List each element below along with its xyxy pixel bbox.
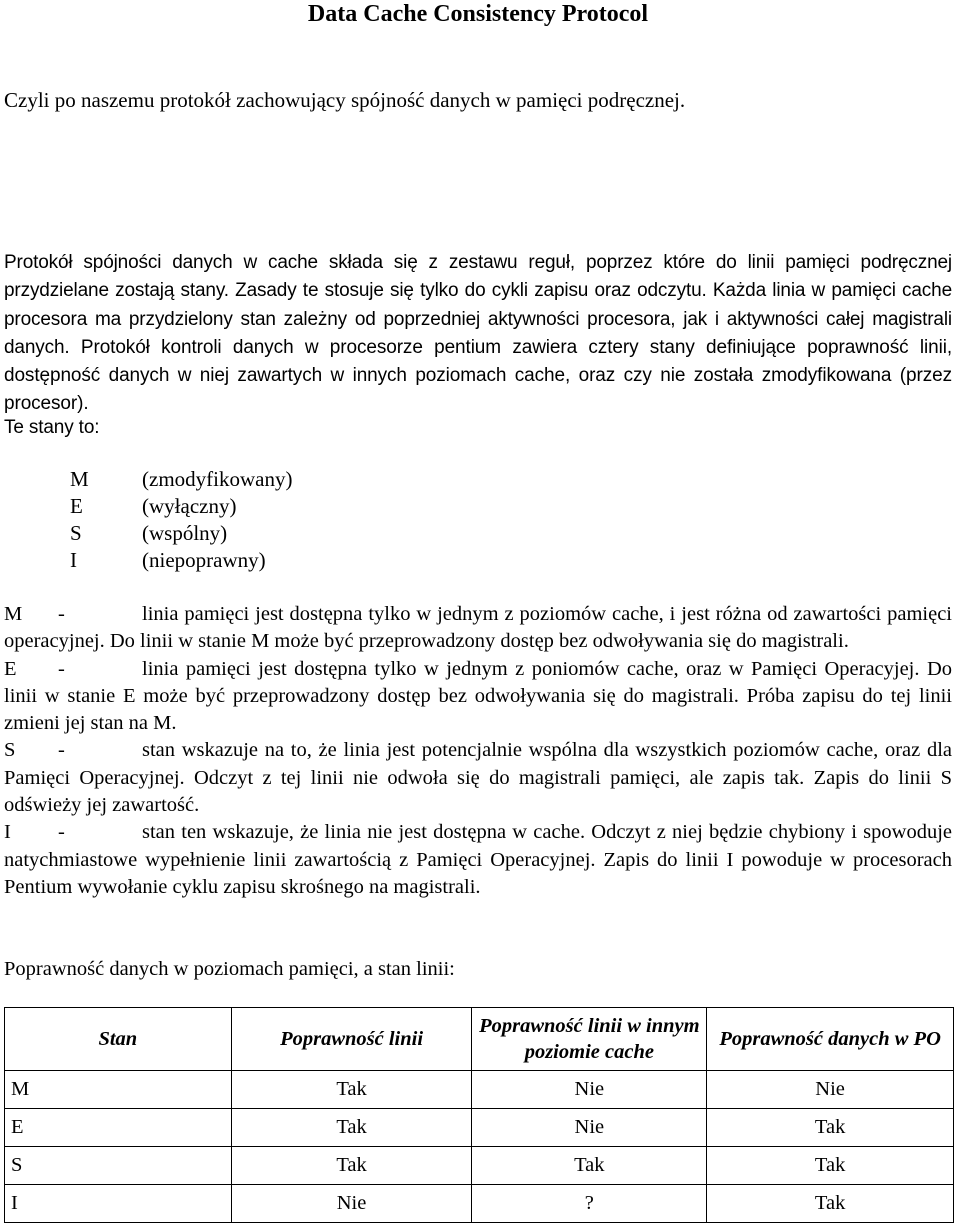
definition-dash: -	[58, 739, 65, 762]
states-intro: Te stany to:	[4, 417, 100, 438]
table-cell: Tak	[707, 1185, 954, 1223]
state-letter: M	[70, 467, 89, 491]
definition-text: linia pamięci jest dostępna tylko w jednym z poziomów cache, i jest różna od zawartości pamięci operacyjnej. Do linii w stanie M może być przeprowadzony dostęp bez odwoływania się do magistrali.	[4, 603, 952, 653]
definition-text: linia pamięci jest dostępna tylko w jednym z poniomów cache, oraz w Pamięci Operacyjej. Do linii w stanie E może być przeprowadzony dostęp bez odwoływania się do magistrali. Próba zapisu do tej linii zmieni jej stan na M.	[4, 657, 952, 735]
table-cell: Tak	[707, 1109, 954, 1147]
table-cell: Tak	[707, 1147, 954, 1185]
table-cell: Nie	[472, 1109, 707, 1147]
definition-s	[4, 737, 952, 819]
column-header: Poprawność linii	[231, 1008, 472, 1071]
intro-text: Czyli po naszemu protokół zachowujący spójność danych w pamięci podręcznej.	[4, 88, 686, 112]
state-validity-table	[4, 1007, 954, 1223]
state-description: (zmodyfikowany)	[142, 467, 293, 491]
definition-letter: S	[4, 739, 16, 762]
table-row	[5, 1147, 954, 1185]
table-cell: Tak	[231, 1147, 472, 1185]
table-cell: Nie	[231, 1185, 472, 1223]
table-row	[5, 1185, 954, 1223]
table-cell: S	[5, 1147, 232, 1185]
state-letter: E	[70, 494, 83, 518]
table-cell: Tak	[472, 1147, 707, 1185]
definition-dash: -	[58, 657, 65, 680]
table-cell: M	[5, 1071, 232, 1109]
table-intro: Poprawność danych w poziomach pamięci, a stan linii:	[4, 958, 455, 980]
state-letter: S	[70, 521, 82, 545]
table-cell: Nie	[707, 1071, 954, 1109]
definition-dash: -	[58, 603, 65, 625]
definition-e	[4, 656, 952, 738]
state-letter: I	[70, 548, 77, 572]
table-header-row	[5, 1008, 954, 1071]
table-cell: Tak	[231, 1071, 472, 1109]
main-paragraph	[4, 248, 952, 418]
table-row	[5, 1071, 954, 1109]
definition-i	[4, 819, 952, 901]
column-header: Stan	[5, 1008, 232, 1071]
state-description: (niepoprawny)	[142, 548, 266, 572]
state-description: (wspólny)	[142, 521, 228, 545]
column-header: Poprawność linii w innym poziomie cache	[472, 1008, 707, 1071]
table-cell: Nie	[472, 1071, 707, 1109]
definition-letter: M	[4, 603, 23, 625]
state-definitions	[4, 601, 952, 901]
paragraph-serif-part: Protokół kontroli danych w procesorze pentium zawiera cztery stany definiujące poprawność linii, dostępność danych w niej zawartych w innych poziomach cache, oraz czy nie została zmodyfikowana (przez procesor).	[4, 336, 952, 415]
definition-letter: I	[4, 821, 11, 844]
table-row	[5, 1109, 954, 1147]
paragraph-narrow-part: Protokół spójności danych w cache składa się z zestawu reguł, poprzez które do linii pamięci podręcznej przydzielane zostają stany. Zasady te stosuje się tylko do cykli zapisu oraz odczytu. Każda linia w pamięci cache procesora ma przydzielony stan zależny od poprzedniej aktywności procesora, jak i aktywności całej magistrali danych.	[4, 252, 952, 358]
table-cell: I	[5, 1185, 232, 1223]
state-description: (wyłączny)	[142, 494, 237, 518]
table-cell: ?	[472, 1185, 707, 1223]
table-cell: E	[5, 1109, 232, 1147]
table-cell: Tak	[231, 1109, 472, 1147]
definition-m	[4, 601, 952, 656]
definition-letter: E	[4, 657, 17, 680]
page-title: Data Cache Consistency Protocol	[307, 1, 649, 27]
definition-text: stan ten wskazuje, że linia nie jest dostępna w cache. Odczyt z niej będzie chybiony i spowoduje natychmiastowe wypełnienie linii zawartością z Pamięci Operacyjnej. Zapis do linii I powoduje w procesorach Pentium wywołanie cyklu zapisu skrośnego na magistrali.	[4, 821, 952, 898]
definition-dash: -	[58, 821, 65, 844]
definition-text: stan wskazuje na to, że linia jest potencjalnie wspólna dla wszystkich poziomów cache, oraz dla Pamięci Operacyjnej. Odczyt z tej linii nie odwoła się do magistrali pamięci, ale zapis tak. Zapis do linii S odświeży jej zawartość.	[4, 739, 952, 817]
column-header: Poprawność danych w PO	[707, 1008, 954, 1071]
